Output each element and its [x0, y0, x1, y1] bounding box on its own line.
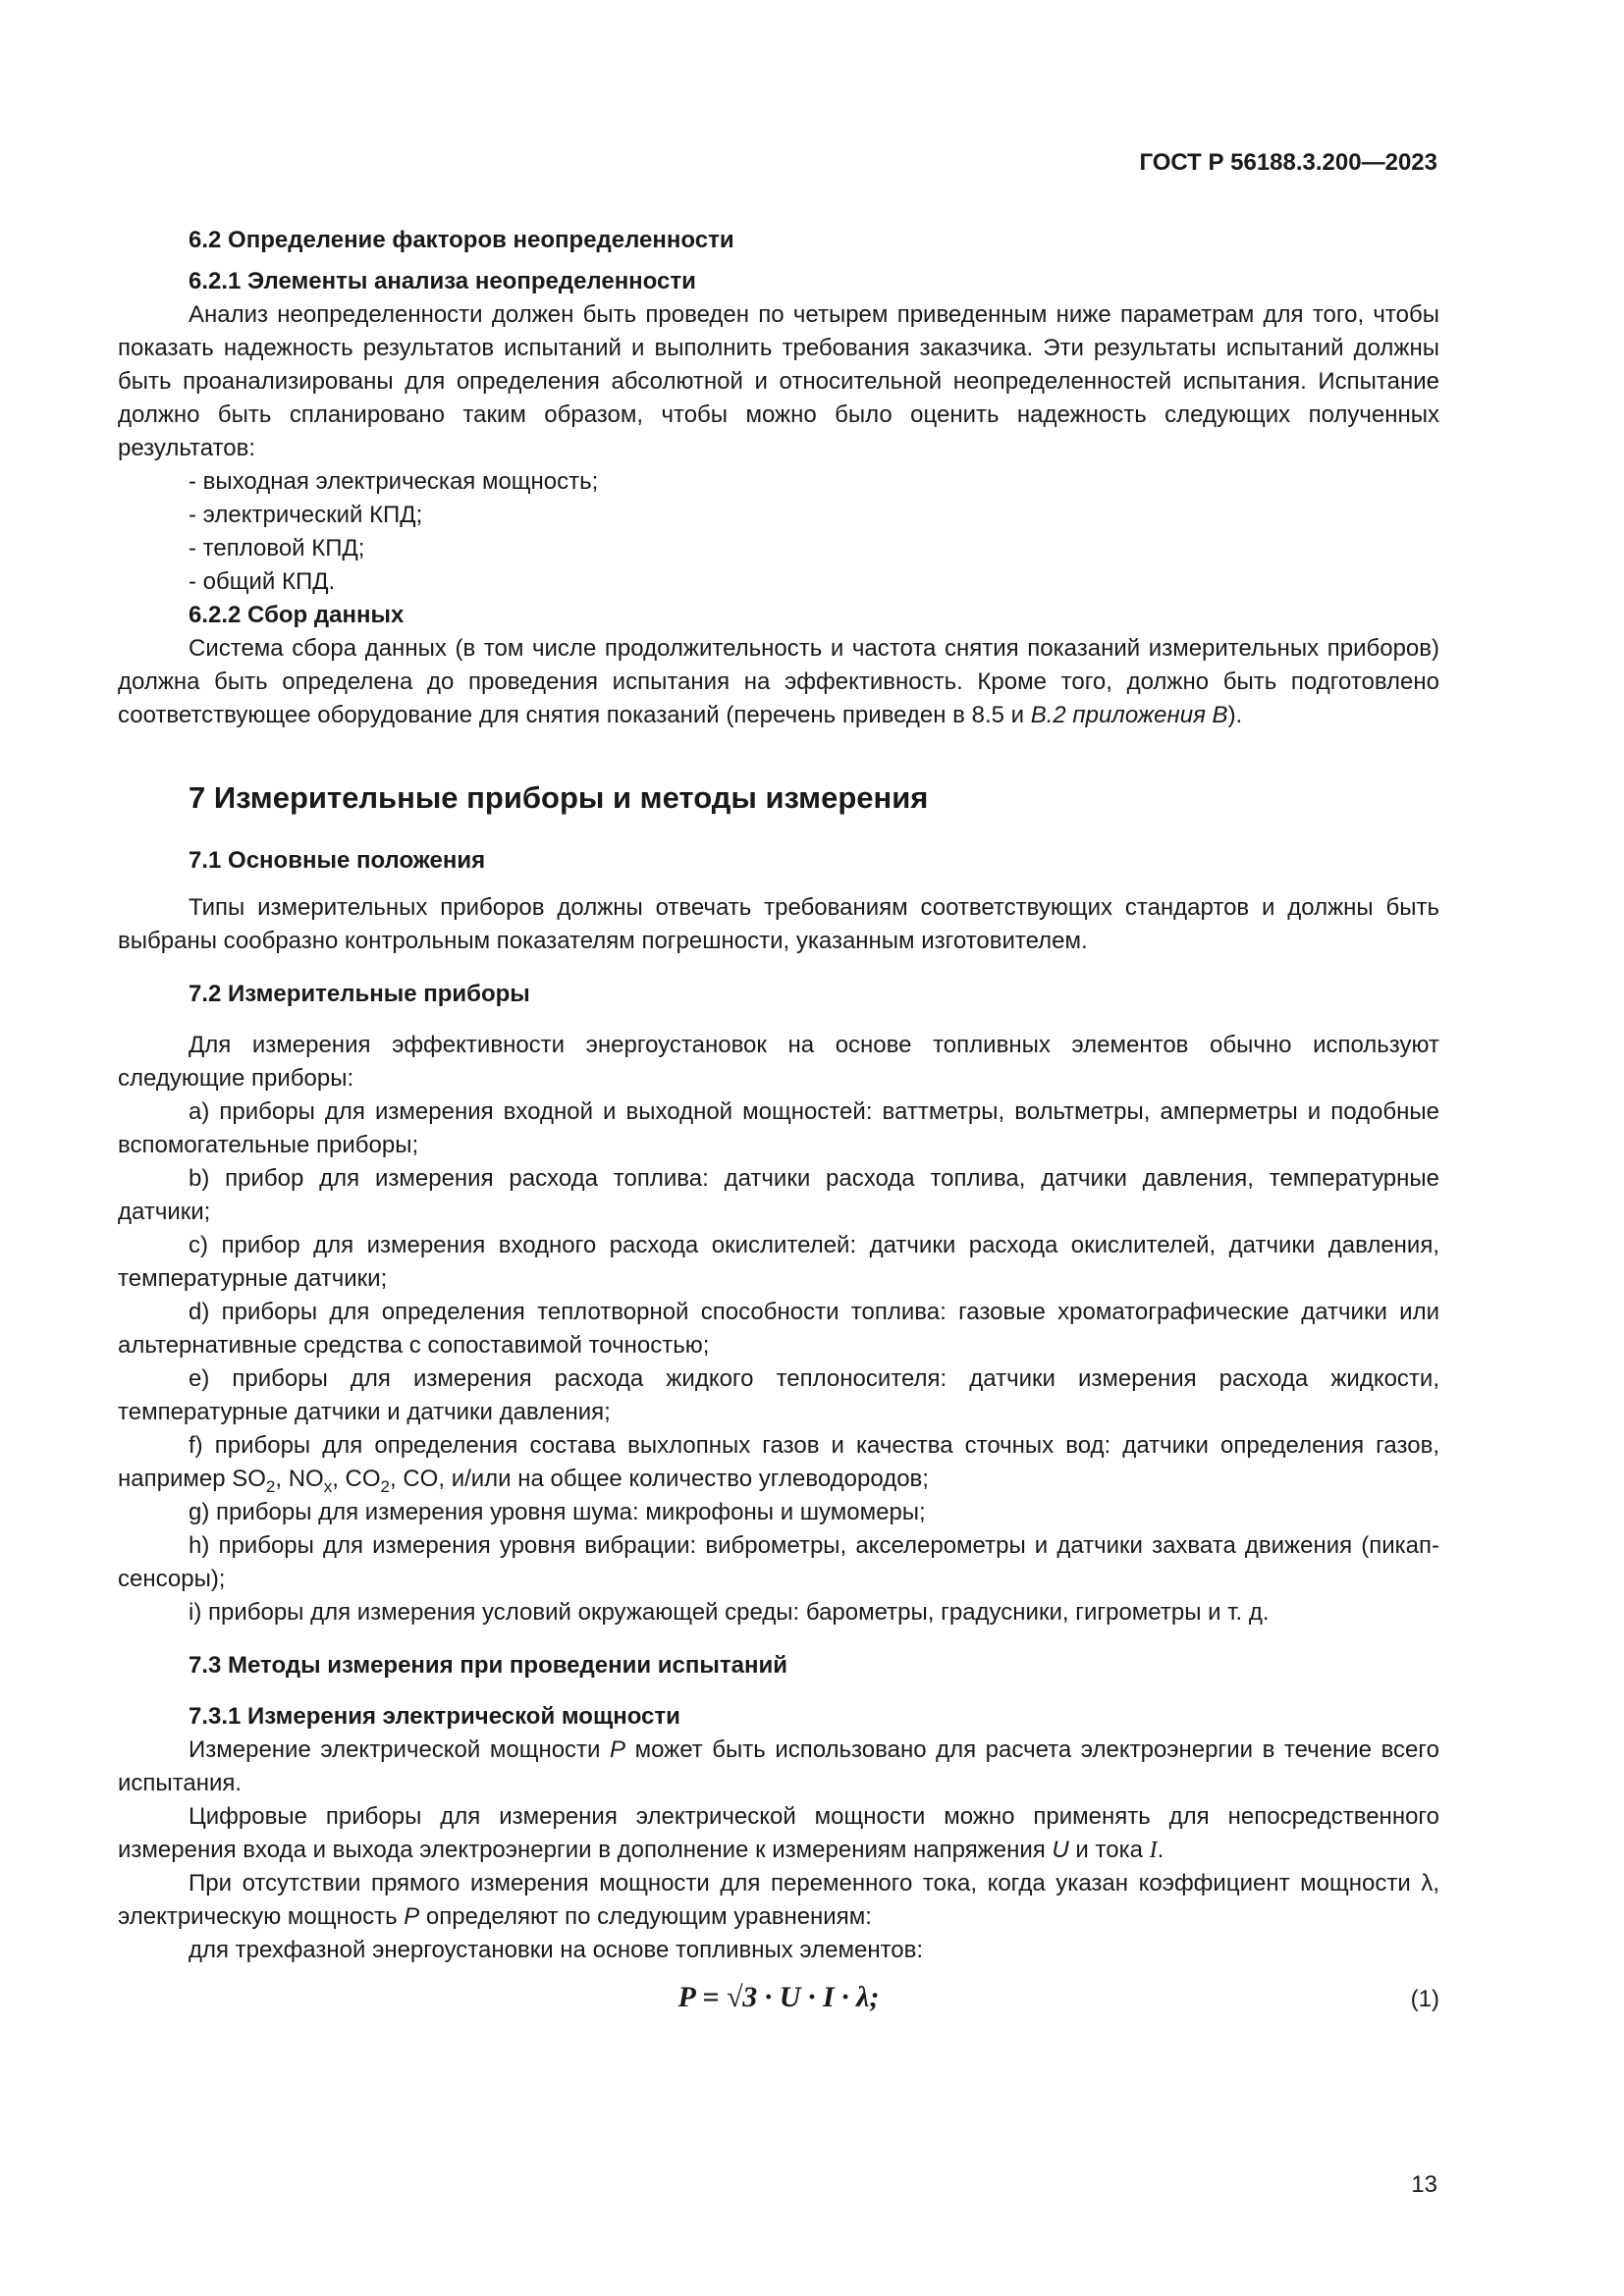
- list-item: - электрический КПД;: [189, 502, 423, 528]
- voltage-symbol: U: [1052, 1837, 1069, 1863]
- power-symbol: P: [610, 1736, 626, 1763]
- list-item-f: [118, 1429, 1439, 1496]
- list-item-a: a) приборы для измерения входной и выходной мощностей: ваттметры, вольтметры, амперметры и подобные вспомогательные приборы;: [118, 1098, 1439, 1158]
- paragraph-7-1: Типы измерительных приборов должны отвечать требованиям соответствующих стандартов и должны быть выбраны сообразно контрольным показателям погрешности, указанным изготовителем.: [118, 894, 1439, 954]
- paragraph-6-2-1: Анализ неопределенности должен быть проведен по четырем приведенным ниже параметрам для того, чтобы показать надежность результатов испытаний и выполнить требования заказчика. Эти результаты испытаний должны быть проанализированы для определения абсолютной и относительной неопределенностей испытания. Испытание должно быть спланировано таким образом, чтобы можно было оценить надежность следующих полученных результатов:: [118, 301, 1439, 461]
- text: , CO, и/или на общее количество углеводородов;: [390, 1466, 929, 1492]
- paragraph-7-3-1-a: [118, 1734, 1439, 1800]
- text: может быть использовано для расчета электроэнергии в течение всего испытания.: [118, 1736, 1439, 1796]
- page-content: [118, 224, 1439, 2024]
- text: При отсутствии прямого измерения мощности для переменного тока, когда указан коэффициент мощности λ, электрическую мощность: [118, 1870, 1439, 1930]
- text: Цифровые приборы для измерения электрической мощности можно применять для непосредственного измерения входа и выхода электроэнергии в дополнение к измерениям напряжения: [118, 1803, 1439, 1863]
- heading-6-2-1: 6.2.1 Элементы анализа неопределенности: [189, 268, 696, 294]
- text: .: [1157, 1837, 1164, 1863]
- subscript: x: [323, 1477, 333, 1496]
- list-item: - выходная электрическая мощность;: [189, 468, 599, 495]
- subscript: 2: [380, 1477, 391, 1496]
- paragraph-7-3-1-c: [118, 1867, 1439, 1934]
- text: и тока: [1068, 1837, 1150, 1863]
- list-item-h: h) приборы для измерения уровня вибрации: виброметры, акселерометры и датчики захвата движения (пикап-сенсоры);: [118, 1532, 1439, 1592]
- list-item-i: i) приборы для измерения условий окружающей среды: барометры, градусники, гигрометры и т. д.: [189, 1599, 1270, 1626]
- paragraph-text: Система сбора данных (в том числе продолжительность и частота снятия показаний измерительных приборов) должна быть определена до проведения испытания на эффективность. Кроме того, должно быть подготовлено соответствующее оборудование для снятия показаний (перечень приведен в 8.5 и: [118, 635, 1439, 728]
- list-item-c: c) прибор для измерения входного расхода окислителей: датчики расхода окислителей, датчики давления, температурные датчики;: [118, 1232, 1439, 1292]
- text: f) приборы для определения состава выхлопных газов и качества сточных вод: датчики определения газов, например SO: [118, 1432, 1439, 1492]
- paragraph-end: ).: [1227, 702, 1243, 728]
- heading-6-2-2: 6.2.2 Сбор данных: [189, 602, 405, 628]
- list-item: - тепловой КПД;: [189, 535, 365, 561]
- current-symbol: I: [1149, 1838, 1158, 1863]
- list-item: - общий КПД.: [189, 568, 336, 595]
- paragraph-7-2-intro: Для измерения эффективности энергоустановок на основе топливных элементов обычно используют следующие приборы:: [118, 1032, 1439, 1092]
- subscript: 2: [265, 1477, 276, 1496]
- equation-number: (1): [1410, 1986, 1439, 2012]
- text: Измерение электрической мощности: [189, 1736, 610, 1763]
- list-item-e: e) приборы для измерения расхода жидкого теплоносителя: датчики измерения расхода жидкости, температурные датчики и датчики давления;: [118, 1365, 1439, 1425]
- heading-7-3-1: 7.3.1 Измерения электрической мощности: [189, 1703, 680, 1730]
- paragraph-7-3-1-b: [118, 1800, 1439, 1867]
- list-item-g: g) приборы для измерения уровня шума: микрофоны и шумомеры;: [189, 1499, 926, 1525]
- heading-7: 7 Измерительные приборы и методы измерения: [189, 780, 929, 815]
- text: определяют по следующим уравнениям:: [419, 1903, 872, 1930]
- formula-three-phase-power: P = √3 · U · I · λ;: [677, 1981, 880, 2013]
- heading-7-3: 7.3 Методы измерения при проведении испытаний: [189, 1652, 787, 1679]
- annex-reference: В.2 приложения В: [1030, 702, 1228, 728]
- page-number: 13: [1411, 2171, 1437, 2198]
- paragraph-6-2-2: [118, 632, 1439, 732]
- list-item-b: b) прибор для измерения расхода топлива: датчики расхода топлива, датчики давления, температурные датчики;: [118, 1165, 1439, 1225]
- standard-number: ГОСТ Р 56188.3.200—2023: [1139, 149, 1437, 176]
- equation-1: [118, 1977, 1439, 2024]
- heading-7-1: 7.1 Основные положения: [189, 847, 486, 874]
- text: , NO: [275, 1466, 324, 1492]
- paragraph-7-3-1-d: для трехфазной энергоустановки на основе топливных элементов:: [189, 1937, 924, 1963]
- power-symbol: P: [404, 1903, 420, 1930]
- heading-6-2: 6.2 Определение факторов неопределенности: [189, 227, 734, 253]
- heading-7-2: 7.2 Измерительные приборы: [189, 981, 530, 1007]
- text: , CO: [332, 1466, 381, 1492]
- list-item-d: d) приборы для определения теплотворной способности топлива: газовые хроматографические датчики или альтернативные средства с сопоставимой точностью;: [118, 1299, 1439, 1359]
